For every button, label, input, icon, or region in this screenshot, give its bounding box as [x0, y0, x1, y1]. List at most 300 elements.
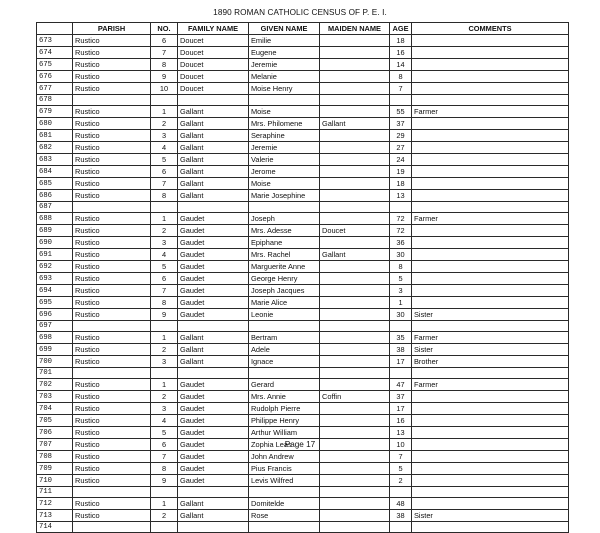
cell-family-name: Gaudet [178, 225, 249, 237]
cell-comments: Brother [412, 356, 569, 368]
cell-no: 7 [151, 47, 178, 59]
cell-line-number: 694 [37, 285, 73, 297]
cell-line-number: 702 [37, 379, 73, 391]
cell-maiden-name [320, 142, 390, 154]
cell-age: 38 [390, 510, 412, 522]
cell-no: 4 [151, 415, 178, 427]
cell-comments [412, 285, 569, 297]
cell-maiden-name [320, 35, 390, 47]
cell-line-number: 709 [37, 463, 73, 475]
cell-given-name: Pius Francis [249, 463, 320, 475]
cell-age: 5 [390, 273, 412, 285]
table-row [37, 415, 569, 427]
cell-age [390, 368, 412, 379]
table-row [37, 130, 569, 142]
cell-no: 2 [151, 118, 178, 130]
cell-comments [412, 202, 569, 213]
cell-given-name: Seraphine [249, 130, 320, 142]
cell-age: 13 [390, 190, 412, 202]
cell-family-name: Gaudet [178, 379, 249, 391]
cell-age [390, 487, 412, 498]
cell-parish [73, 368, 151, 379]
cell-no: 5 [151, 427, 178, 439]
cell-age: 27 [390, 142, 412, 154]
cell-parish: Rustico [73, 475, 151, 487]
cell-parish: Rustico [73, 225, 151, 237]
table-body [37, 35, 569, 533]
cell-age: 19 [390, 166, 412, 178]
table-row [37, 83, 569, 95]
table-row [37, 47, 569, 59]
page-number: Page 17 [284, 440, 316, 449]
cell-given-name: Marguerite Anne [249, 261, 320, 273]
cell-maiden-name [320, 237, 390, 249]
cell-maiden-name [320, 522, 390, 533]
cell-parish: Rustico [73, 356, 151, 368]
cell-given-name [249, 321, 320, 332]
cell-family-name: Gallant [178, 356, 249, 368]
cell-given-name: Rose [249, 510, 320, 522]
cell-family-name: Gaudet [178, 439, 249, 451]
cell-given-name: Melanie [249, 71, 320, 83]
cell-family-name: Gaudet [178, 427, 249, 439]
cell-line-number: 710 [37, 475, 73, 487]
cell-comments: Sister [412, 510, 569, 522]
cell-given-name [249, 522, 320, 533]
table-row [37, 297, 569, 309]
cell-age: 16 [390, 47, 412, 59]
table-row [37, 213, 569, 225]
cell-comments [412, 95, 569, 106]
cell-line-number: 682 [37, 142, 73, 154]
cell-family-name [178, 522, 249, 533]
cell-age [390, 95, 412, 106]
header-age: AGE [390, 23, 412, 35]
cell-parish: Rustico [73, 403, 151, 415]
cell-family-name: Gaudet [178, 297, 249, 309]
cell-family-name: Gallant [178, 118, 249, 130]
cell-parish: Rustico [73, 35, 151, 47]
cell-family-name: Gaudet [178, 261, 249, 273]
cell-parish: Rustico [73, 498, 151, 510]
cell-given-name: Jeremie [249, 59, 320, 71]
cell-line-number: 705 [37, 415, 73, 427]
cell-given-name: Gerard [249, 379, 320, 391]
cell-given-name: Jeremie [249, 142, 320, 154]
cell-no: 3 [151, 130, 178, 142]
cell-age [390, 522, 412, 533]
cell-parish: Rustico [73, 142, 151, 154]
cell-parish: Rustico [73, 71, 151, 83]
cell-comments [412, 225, 569, 237]
cell-comments [412, 498, 569, 510]
table-row [37, 35, 569, 47]
cell-line-number: 714 [37, 522, 73, 533]
cell-no: 2 [151, 391, 178, 403]
cell-line-number: 676 [37, 71, 73, 83]
cell-family-name: Gaudet [178, 285, 249, 297]
cell-line-number: 673 [37, 35, 73, 47]
cell-parish: Rustico [73, 415, 151, 427]
cell-family-name: Gallant [178, 166, 249, 178]
cell-family-name: Gallant [178, 498, 249, 510]
cell-comments [412, 178, 569, 190]
cell-parish: Rustico [73, 237, 151, 249]
cell-given-name: Ignace [249, 356, 320, 368]
cell-comments [412, 451, 569, 463]
cell-no: 1 [151, 498, 178, 510]
cell-age: 17 [390, 403, 412, 415]
cell-maiden-name: Gallant [320, 118, 390, 130]
cell-family-name: Gaudet [178, 475, 249, 487]
header-given-name: GIVEN NAME [249, 23, 320, 35]
cell-parish [73, 487, 151, 498]
cell-age: 30 [390, 249, 412, 261]
cell-comments [412, 237, 569, 249]
cell-line-number: 701 [37, 368, 73, 379]
cell-comments: Farmer [412, 332, 569, 344]
cell-line-number: 677 [37, 83, 73, 95]
cell-family-name: Gaudet [178, 391, 249, 403]
cell-family-name [178, 487, 249, 498]
cell-comments [412, 427, 569, 439]
table-row [37, 71, 569, 83]
cell-parish: Rustico [73, 427, 151, 439]
table-row [37, 202, 569, 213]
cell-comments [412, 59, 569, 71]
cell-parish: Rustico [73, 106, 151, 118]
cell-given-name: Rudolph Pierre [249, 403, 320, 415]
cell-no: 2 [151, 344, 178, 356]
cell-given-name: Moise [249, 106, 320, 118]
cell-comments [412, 71, 569, 83]
cell-no [151, 487, 178, 498]
cell-parish: Rustico [73, 166, 151, 178]
cell-maiden-name [320, 475, 390, 487]
cell-parish [73, 522, 151, 533]
cell-given-name [249, 368, 320, 379]
cell-age: 13 [390, 427, 412, 439]
cell-age: 37 [390, 391, 412, 403]
cell-age: 2 [390, 475, 412, 487]
cell-comments [412, 415, 569, 427]
cell-given-name: Epiphane [249, 237, 320, 249]
cell-family-name: Gaudet [178, 273, 249, 285]
cell-family-name: Gallant [178, 106, 249, 118]
cell-family-name: Gallant [178, 332, 249, 344]
cell-age: 3 [390, 285, 412, 297]
cell-family-name [178, 202, 249, 213]
cell-maiden-name [320, 83, 390, 95]
cell-parish: Rustico [73, 130, 151, 142]
cell-line-number: 713 [37, 510, 73, 522]
cell-age: 30 [390, 309, 412, 321]
cell-given-name: Mrs. Annie [249, 391, 320, 403]
cell-given-name: Mrs. Philomene [249, 118, 320, 130]
cell-age: 18 [390, 178, 412, 190]
cell-family-name: Gallant [178, 178, 249, 190]
cell-maiden-name [320, 356, 390, 368]
cell-given-name [249, 95, 320, 106]
cell-family-name [178, 95, 249, 106]
cell-line-number: 711 [37, 487, 73, 498]
cell-no: 10 [151, 83, 178, 95]
cell-comments: Sister [412, 309, 569, 321]
cell-parish: Rustico [73, 510, 151, 522]
cell-given-name: Marie Alice [249, 297, 320, 309]
cell-comments: Farmer [412, 213, 569, 225]
cell-comments [412, 463, 569, 475]
cell-given-name: George Henry [249, 273, 320, 285]
cell-line-number: 680 [37, 118, 73, 130]
cell-age: 37 [390, 118, 412, 130]
cell-family-name: Gaudet [178, 451, 249, 463]
cell-parish: Rustico [73, 249, 151, 261]
cell-family-name: Gaudet [178, 463, 249, 475]
cell-comments [412, 83, 569, 95]
cell-family-name: Doucet [178, 83, 249, 95]
cell-maiden-name [320, 332, 390, 344]
cell-age: 17 [390, 356, 412, 368]
cell-given-name: Levis Wilfred [249, 475, 320, 487]
cell-comments [412, 154, 569, 166]
table-row [37, 427, 569, 439]
cell-age: 48 [390, 498, 412, 510]
cell-parish: Rustico [73, 332, 151, 344]
cell-comments [412, 475, 569, 487]
cell-no: 6 [151, 166, 178, 178]
cell-no: 3 [151, 356, 178, 368]
census-table [36, 22, 569, 533]
cell-family-name: Gallant [178, 190, 249, 202]
cell-no: 7 [151, 178, 178, 190]
cell-line-number: 690 [37, 237, 73, 249]
cell-line-number: 706 [37, 427, 73, 439]
cell-maiden-name [320, 510, 390, 522]
cell-given-name: Domitelde [249, 498, 320, 510]
cell-line-number: 675 [37, 59, 73, 71]
cell-parish: Rustico [73, 83, 151, 95]
table-row [37, 309, 569, 321]
cell-family-name [178, 368, 249, 379]
cell-maiden-name [320, 154, 390, 166]
cell-age: 16 [390, 415, 412, 427]
header-comments: COMMENTS [412, 23, 569, 35]
cell-comments [412, 166, 569, 178]
table-row [37, 59, 569, 71]
table-row [37, 261, 569, 273]
cell-age: 10 [390, 439, 412, 451]
cell-given-name: Jerome [249, 166, 320, 178]
cell-no: 1 [151, 332, 178, 344]
cell-given-name: Zophia Leas [249, 439, 320, 451]
cell-given-name [249, 487, 320, 498]
cell-maiden-name [320, 403, 390, 415]
cell-family-name: Gaudet [178, 309, 249, 321]
cell-line-number: 687 [37, 202, 73, 213]
table-row [37, 368, 569, 379]
table-row [37, 95, 569, 106]
table-row [37, 403, 569, 415]
cell-age: 1 [390, 297, 412, 309]
cell-no: 4 [151, 142, 178, 154]
table-row [37, 463, 569, 475]
cell-parish: Rustico [73, 47, 151, 59]
cell-maiden-name [320, 344, 390, 356]
cell-maiden-name [320, 427, 390, 439]
cell-no: 9 [151, 71, 178, 83]
table-header-row [37, 23, 569, 35]
cell-age: 24 [390, 154, 412, 166]
table-row [37, 142, 569, 154]
cell-maiden-name: Doucet [320, 225, 390, 237]
cell-comments: Sister [412, 344, 569, 356]
cell-parish: Rustico [73, 213, 151, 225]
cell-no: 7 [151, 451, 178, 463]
cell-parish [73, 202, 151, 213]
cell-no [151, 95, 178, 106]
cell-no: 3 [151, 237, 178, 249]
cell-age: 36 [390, 237, 412, 249]
table-row [37, 522, 569, 533]
cell-parish: Rustico [73, 190, 151, 202]
cell-no [151, 368, 178, 379]
cell-given-name: Adele [249, 344, 320, 356]
table-row [37, 190, 569, 202]
cell-parish [73, 95, 151, 106]
cell-parish: Rustico [73, 309, 151, 321]
cell-given-name: Philippe Henry [249, 415, 320, 427]
cell-line-number: 707 [37, 439, 73, 451]
cell-age: 47 [390, 379, 412, 391]
cell-no: 2 [151, 510, 178, 522]
cell-age: 72 [390, 225, 412, 237]
cell-age: 72 [390, 213, 412, 225]
cell-maiden-name [320, 321, 390, 332]
header-parish: PARISH [73, 23, 151, 35]
cell-no: 2 [151, 225, 178, 237]
table-row [37, 487, 569, 498]
cell-maiden-name [320, 309, 390, 321]
cell-comments [412, 403, 569, 415]
cell-comments [412, 249, 569, 261]
cell-age: 8 [390, 261, 412, 273]
cell-given-name: Eugene [249, 47, 320, 59]
table-row [37, 510, 569, 522]
cell-given-name [249, 202, 320, 213]
cell-line-number: 691 [37, 249, 73, 261]
cell-line-number: 686 [37, 190, 73, 202]
cell-line-number: 685 [37, 178, 73, 190]
cell-maiden-name [320, 285, 390, 297]
cell-comments [412, 142, 569, 154]
cell-line-number: 692 [37, 261, 73, 273]
cell-family-name: Gaudet [178, 213, 249, 225]
cell-parish: Rustico [73, 379, 151, 391]
cell-comments: Farmer [412, 379, 569, 391]
cell-given-name: Bertram [249, 332, 320, 344]
cell-family-name: Doucet [178, 71, 249, 83]
cell-maiden-name: Coffin [320, 391, 390, 403]
cell-maiden-name [320, 213, 390, 225]
page-title: 1890 ROMAN CATHOLIC CENSUS OF P. E. I. [213, 8, 387, 17]
cell-no: 3 [151, 403, 178, 415]
cell-family-name: Gaudet [178, 403, 249, 415]
cell-comments [412, 391, 569, 403]
cell-parish: Rustico [73, 297, 151, 309]
cell-maiden-name [320, 130, 390, 142]
table-row [37, 106, 569, 118]
table-row [37, 379, 569, 391]
table-row [37, 321, 569, 332]
cell-no: 6 [151, 439, 178, 451]
cell-no: 1 [151, 213, 178, 225]
cell-parish: Rustico [73, 261, 151, 273]
cell-family-name: Gaudet [178, 249, 249, 261]
table-row [37, 498, 569, 510]
cell-given-name: Joseph [249, 213, 320, 225]
cell-maiden-name [320, 415, 390, 427]
cell-given-name: Joseph Jacques [249, 285, 320, 297]
cell-age: 8 [390, 71, 412, 83]
cell-comments [412, 47, 569, 59]
cell-parish: Rustico [73, 463, 151, 475]
cell-no [151, 202, 178, 213]
table-row [37, 285, 569, 297]
cell-comments [412, 273, 569, 285]
table-row [37, 154, 569, 166]
cell-maiden-name [320, 273, 390, 285]
cell-maiden-name [320, 379, 390, 391]
cell-no: 6 [151, 273, 178, 285]
cell-maiden-name [320, 368, 390, 379]
cell-age: 55 [390, 106, 412, 118]
cell-line-number: 693 [37, 273, 73, 285]
cell-parish: Rustico [73, 285, 151, 297]
header-maiden-name: MAIDEN NAME [320, 23, 390, 35]
table-row [37, 178, 569, 190]
table-row [37, 249, 569, 261]
cell-line-number: 703 [37, 391, 73, 403]
header-no: NO. [151, 23, 178, 35]
cell-comments [412, 190, 569, 202]
cell-no: 9 [151, 309, 178, 321]
cell-family-name: Gallant [178, 130, 249, 142]
cell-no: 9 [151, 475, 178, 487]
cell-comments [412, 130, 569, 142]
cell-family-name: Gaudet [178, 415, 249, 427]
cell-family-name: Gaudet [178, 237, 249, 249]
cell-family-name: Doucet [178, 47, 249, 59]
cell-comments [412, 35, 569, 47]
cell-age: 35 [390, 332, 412, 344]
cell-maiden-name [320, 261, 390, 273]
cell-given-name: Valerie [249, 154, 320, 166]
cell-age [390, 321, 412, 332]
cell-age: 7 [390, 451, 412, 463]
cell-line-number: 689 [37, 225, 73, 237]
cell-line-number: 700 [37, 356, 73, 368]
cell-age [390, 202, 412, 213]
cell-no: 4 [151, 249, 178, 261]
cell-family-name: Gallant [178, 142, 249, 154]
cell-given-name: John Andrew [249, 451, 320, 463]
cell-line-number: 698 [37, 332, 73, 344]
cell-no: 8 [151, 463, 178, 475]
cell-maiden-name [320, 451, 390, 463]
cell-line-number: 681 [37, 130, 73, 142]
cell-line-number: 688 [37, 213, 73, 225]
